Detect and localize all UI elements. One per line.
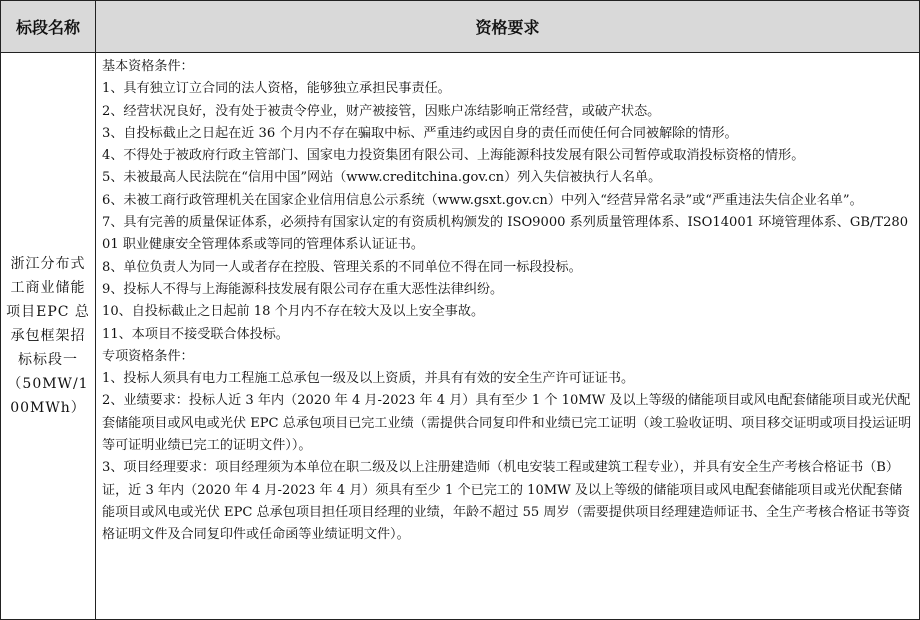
header-qualification: 资格要求 — [96, 1, 919, 53]
basic-item: 10、自投标截止之日起前 18 个月内不存在较大及以上安全事故。 — [102, 304, 485, 320]
basic-item: 4、不得处于被政府行政主管部门、国家电力投资集团有限公司、上海能源科技发展有限公司暂停或取消投标资格的情形。 — [102, 148, 805, 164]
basic-item: 9、投标人不得与上海能源科技发展有限公司存在重大恶性法律纠纷。 — [102, 281, 504, 297]
special-title: 专项资格条件： — [102, 348, 194, 364]
section-name: 浙江分布式工商业储能项目EPC 总承包框架招标标段一（50MW/100MWh） — [6, 256, 90, 416]
basic-item: 3、自投标截止之日起在近 36 个月内不存在骗取中标、严重违约或因自身的责任而使任何合同被解除的情形。 — [102, 125, 738, 141]
header-section-name: 标段名称 — [1, 1, 96, 53]
basic-item: 11、本项目不接受联合体投标。 — [102, 326, 289, 342]
basic-item: 7、具有完善的质量保证体系，必须持有国家认定的有资质机构颁发的 ISO9000 系列质量管理体系、ISO14001 环境管理体系、GB/T28001 职业健康安全管理体系或等同的管理体系认证证书。 — [102, 215, 909, 253]
requirements-cell — [96, 53, 919, 619]
basic-item: 6、未被工商行政管理机关在国家企业信用信息公示系统（www.gsxt.gov.cn）中列入“经营异常名录”或“严重违法失信企业名单”。 — [102, 192, 863, 208]
basic-item: 1、具有独立订立合同的法人资格，能够独立承担民事责任。 — [102, 81, 451, 97]
special-item: 3、项目经理要求：项目经理须为本单位在职二级及以上注册建造师（机电安装工程或建筑工程专业），并具有安全生产考核合格证书（B）证，近 3 年内（2020 年 4 月-2023 年 4 月）须具有至少 1 个已完工的 10MW 及以上等级的储能项目或风电配套储能项目或光伏配套储能项目或风电或光伏 EPC 总承包项目担任项目经理的业绩，年龄不超过 55 周岁（需要提供项目经理建造师证书、全生产考核合格证书等资格证明文件及合同复印件或任命函等业绩证明文件）。 — [102, 460, 911, 543]
basic-title: 基本资格条件： — [102, 59, 194, 74]
section-name-cell — [1, 53, 96, 619]
basic-item: 2、经营状况良好，没有处于被责令停业，财产被接管，因账户冻结影响正常经营，或破产状态。 — [102, 103, 661, 119]
basic-item: 5、未被最高人民法院在“信用中国”网站（www.creditchina.gov.cn）列入失信被执行人名单。 — [102, 170, 662, 186]
special-item: 2、业绩要求：投标人近 3 年内（2020 年 4 月-2023 年 4 月）具有至少 1 个 10MW 及以上等级的储能项目或风电配套储能项目或光伏配套储能项目或风电或光伏 EPC 总承包项目已完工业绩（需提供合同复印件和业绩已完工证明（竣工验收证明、项目移交证明或项目投运证明等可证明业绩已完工的证明文件））。 — [102, 393, 912, 454]
basic-item: 8、单位负责人为同一人或者存在控股、管理关系的不同单位不得在同一标段投标。 — [102, 259, 582, 275]
special-item: 1、投标人须具有电力工程施工总承包一级及以上资质，并具有有效的安全生产许可证证书。 — [102, 371, 635, 387]
